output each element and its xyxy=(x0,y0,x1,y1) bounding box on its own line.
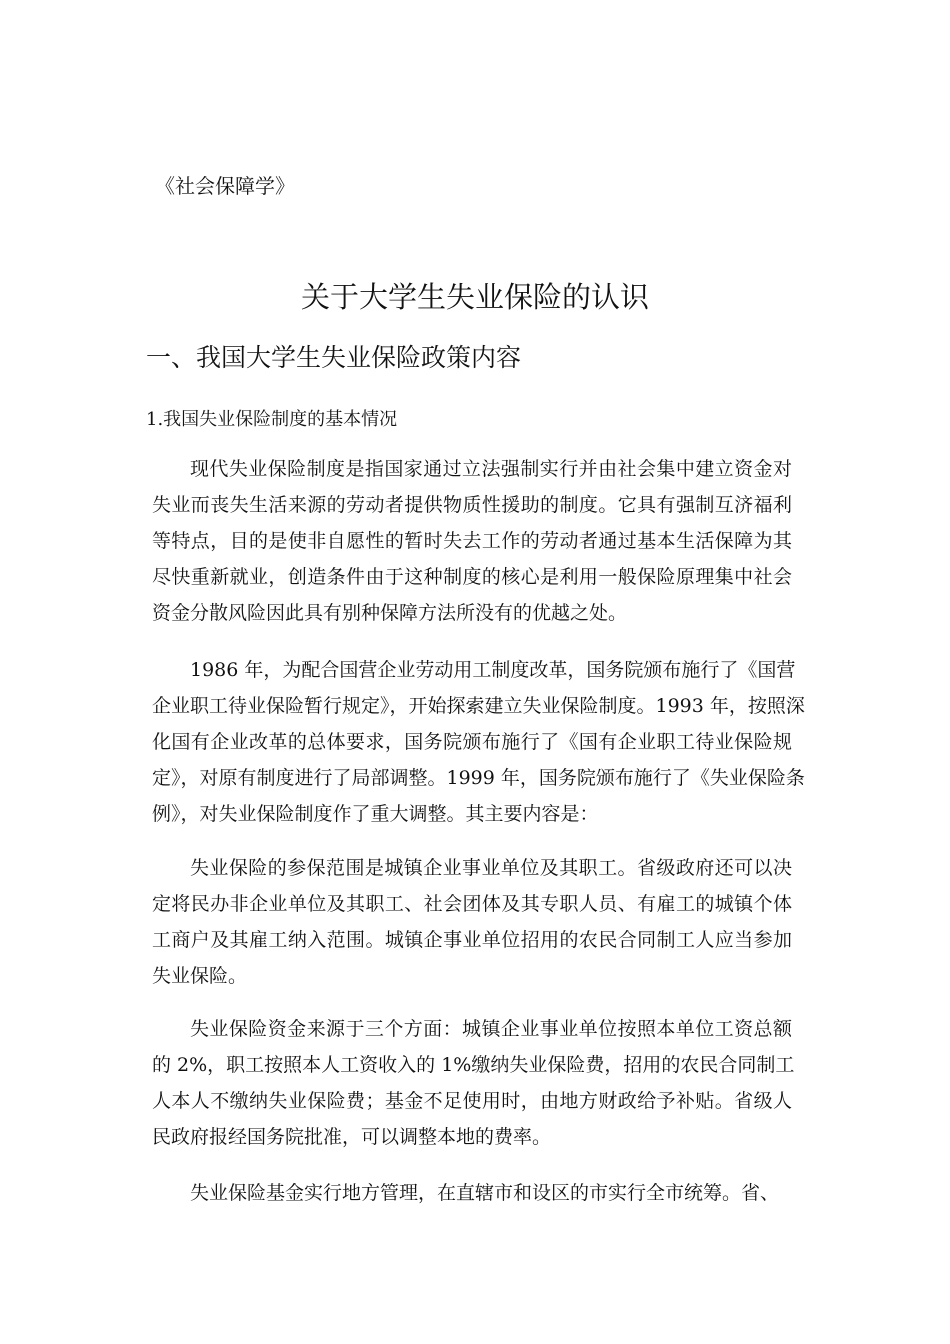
paragraph-line: 化国有企业改革的总体要求，国务院颁布施行了《国有企业职工待业保险规 xyxy=(152,731,792,753)
paragraph-line: 定》，对原有制度进行了局部调整。1999 年，国务院颁布施行了《失业保险条 xyxy=(152,767,805,789)
paragraph-line: 尽快重新就业，创造条件由于这种制度的核心是利用一般保险原理集中社会 xyxy=(152,566,792,588)
section-heading: 一、我国大学生失业保险政策内容 xyxy=(146,343,522,372)
paragraph-line: 失业保险基金实行地方管理，在直辖市和设区的市实行全市统筹。省、 xyxy=(190,1182,780,1204)
paragraph-line: 定将民办非企业单位及其职工、社会团体及其专职人员、有雇工的城镇个体 xyxy=(152,893,792,915)
paragraph-1 xyxy=(152,451,792,631)
paragraph-line: 企业职工待业保险暂行规定》，开始探索建立失业保险制度。1993 年，按照深 xyxy=(152,695,805,717)
paragraph-line: 失业保险资金来源于三个方面：城镇企业事业单位按照本单位工资总额 xyxy=(190,1018,792,1040)
paragraph-3 xyxy=(152,850,792,994)
paragraph-line: 资金分散风险因此具有别种保障方法所没有的优越之处。 xyxy=(152,602,628,624)
subsection-heading: 1.我国失业保险制度的基本情况 xyxy=(146,409,398,430)
paragraph-line: 工商户及其雇工纳入范围。城镇企事业单位招用的农民合同制工人应当参加 xyxy=(152,929,792,951)
paragraph-line: 失业保险。 xyxy=(152,965,248,987)
paragraph-line: 人本人不缴纳失业保险费；基金不足使用时，由地方财政给予补贴。省级人 xyxy=(152,1090,792,1112)
paragraph-line: 失业而丧失生活来源的劳动者提供物质性援助的制度。它具有强制互济福利 xyxy=(152,494,792,516)
course-title: 《社会保障学》 xyxy=(155,174,295,198)
paragraph-line: 现代失业保险制度是指国家通过立法强制实行并由社会集中建立资金对 xyxy=(190,458,792,480)
paragraph-line: 1986 年，为配合国营企业劳动用工制度改革，国务院颁布施行了《国营 xyxy=(190,659,796,681)
document-title: 关于大学生失业保险的认识 xyxy=(300,280,649,314)
paragraph-line: 的 2%，职工按照本人工资收入的 1%缴纳失业保险费，招用的农民合同制工 xyxy=(152,1054,795,1076)
paragraph-4 xyxy=(152,1011,795,1155)
paragraph-line: 失业保险的参保范围是城镇企业事业单位及其职工。省级政府还可以决 xyxy=(190,857,792,879)
paragraph-line: 等特点，目的是使非自愿性的暂时失去工作的劳动者通过基本生活保障为其 xyxy=(152,530,792,552)
paragraph-line: 例》，对失业保险制度作了重大调整。其主要内容是： xyxy=(152,803,599,825)
paragraph-line: 民政府报经国务院批准，可以调整本地的费率。 xyxy=(152,1126,552,1148)
paragraph-2 xyxy=(152,652,805,832)
paragraph-5 xyxy=(152,1175,792,1211)
